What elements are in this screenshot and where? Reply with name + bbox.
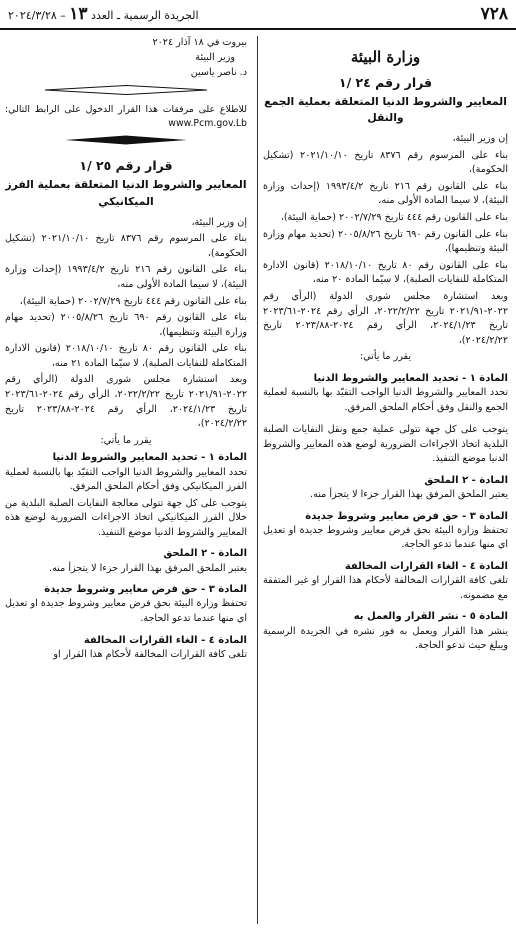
- article-body: يعتبر الملحق المرفق بهذا القرار جزءا لا يتجزأ منه.: [49, 562, 247, 574]
- signature-name: د. ناصر ياسين: [190, 66, 247, 78]
- diamond-rule-icon: [5, 85, 247, 95]
- article-heading: المادة ٥ - نشر القرار والعمل به: [353, 611, 508, 623]
- decides-line: يقرر ما يأتي:: [100, 434, 152, 446]
- preamble-line: إن وزير البيئة،: [191, 216, 247, 228]
- signature-block: [5, 36, 247, 81]
- diamond-rule-icon: [5, 135, 247, 145]
- page-header: [0, 0, 516, 30]
- preamble-line: بناء على القانون رقم ٤٤٤ تاريخ ٢٠٠٢/٧/٢٩ (حماية البيئة)،: [280, 212, 508, 224]
- signature-date: بيروت في ١٨ آذار ٢٠٢٤: [152, 37, 247, 48]
- preamble-line: بناء على القانون رقم ٦٩٠ تاريخ ٢٠٠٥/٨/٢٦ (تحديد مهام وزارة البيئة وتنظيمها)،: [263, 228, 508, 255]
- article-body: تحدد المعايير والشروط الدنيا الواجب التقيّد بها بالنسبة لعملية الفرز الميكانيكي وفق أحكام الملحق المرفق.: [5, 466, 247, 493]
- article-body: يتوجب على كل جهة تتولى معالجة النفايات الصلبة البلدية من خلال الفرز الميكانيكي اتخاذ الاجراءات الضرورية لوضع هذه المعايير والشروط الدنيا موضع التنفيذ.: [5, 497, 247, 538]
- preamble-line: بناء على القانون رقم ٤٤٤ تاريخ ٢٠٠٢/٧/٢٩ (حماية البيئة)،: [19, 295, 247, 307]
- article-heading: المادة ٤ - الغاء القرارات المخالفة: [344, 561, 508, 573]
- article-heading: المادة - ٢ الملحق: [163, 548, 247, 560]
- column-divider: [257, 36, 258, 924]
- page-number: ٧٢٨: [480, 4, 508, 24]
- article-heading: المادة ٤ - الغاء القرارات المخالفة: [83, 634, 247, 646]
- article-body: يتوجب على كل جهة تتولى عملية جمع ونقل النفايات الصلبة البلدية اتخاذ الاجراءات الضرورية لوضع هذه المعايير والشروط الدنيا موضع التنفيذ.: [263, 424, 508, 465]
- article-body: تلغى كافة القرارات المخالفة لأحكام هذا القرار او غير المتفقة مع مضمونه.: [263, 575, 508, 601]
- signature-title: وزير البيئة: [195, 51, 235, 63]
- article-body: تحدد المعايير والشروط الدنيا الواجب التقيّد بها بالنسبة لعملية الجمع والنقل وفق أحكام الملحق المرفق.: [263, 387, 508, 413]
- article-body: يعتبر الملحق المرفق بهذا القرار جزءا لا يتجزأ منه.: [310, 489, 508, 501]
- gazette-name: الجريدة الرسمية ـ العدد: [91, 9, 199, 22]
- diamond-separator: [5, 135, 247, 151]
- decides-line: يقرر ما يأتي:: [359, 351, 412, 363]
- issue-number: ١٣: [69, 4, 88, 24]
- issue-date: – ٢٠٢٤/٣/٢٨: [8, 9, 66, 22]
- article-heading: المادة ٣ - حق فرض معايير وشروط جديدة: [305, 510, 508, 522]
- article-heading: المادة ٣ - حق فرض معايير وشروط جديدة: [44, 584, 247, 596]
- preamble-line: بناء على المرسوم رقم ٨٣٧٦ تاريخ ٢٠٢١/١٠/١٠ (تشكيل الحكومة)،: [263, 149, 508, 176]
- decree-title: المعايير والشروط الدنيا المتعلقة بعملية الفرز الميكانيكي: [5, 178, 247, 208]
- preamble-line: بناء على القانون رقم ٨٠ تاريخ ٢٠١٨/١٠/١٠ (قانون الادارة المتكاملة للنفايات الصلبة)، لا سيّما المادة ٢١ منه،: [5, 343, 247, 369]
- left-column: [5, 36, 247, 928]
- article-body: تلغى كافة القرارات المخالفة لأحكام هذا القرار او: [53, 648, 247, 660]
- preamble-line: وبعد استشارة مجلس شورى الدولة (الرأي رقم ٢٠٢٢-٢٠٢١/٩١ تاريخ ٢٠٢٢/٢/٢٢، الرأي رقم ٢٠٢٤-٢٠٢٣/٦١ تاريخ ٢٠٢٤/١/٢٣، الرأي رقم ٢٠٢٤-٢٠٢٣/٨٨ تاريخ ٢٠٢٤/٢/٢٢)،: [5, 374, 248, 430]
- article-body: تحتفظ وزارة البيئة بحق فرض معايير وشروط جديدة او تعديل اي منها عندما تدعو الحاجة.: [263, 524, 508, 551]
- article-heading: المادة ١ - تحديد المعايير والشروط الدنيا: [52, 452, 247, 464]
- preamble-line: وبعد استشارة مجلس شورى الدولة (الرأي رقم ٢٠٢٢-٢٠٢١/٩١ تاريخ ٢٠٢٢/٢/٢٢، الرأي رقم ٢٠٢٤-٢٠٢٣/٦١ تاريخ ٢٠٢٤/١/٢٣، الرأي رقم ٢٠٢٤-٢٠٢٣/٨٨ تاريخ ٢٠٢٤/٢/٢٢)،: [263, 290, 508, 346]
- decree-title: المعايير والشروط الدنيا المتعلقة بعملية الجمع والنقل: [264, 94, 507, 124]
- right-column: [263, 36, 508, 928]
- gazette-title: [8, 4, 199, 24]
- diamond-separator: [5, 85, 247, 101]
- attachments-note: للاطلاع على مرفقات هذا القرار الدخول على الرابط التالي: www.Pcm.gov.Lb: [5, 104, 247, 130]
- decree-heading: قرار رقم ٢٥ /١: [79, 158, 173, 174]
- preamble-line: بناء على القانون رقم ٢١٦ تاريخ ١٩٩٣/٤/٢ (إحداث وزارة البيئة)، لا سيما المادة الأولى منه،: [5, 264, 247, 291]
- article-body: ينشر هذا القرار ويعمل به فور نشره في الجريدة الرسمية ويبلغ حيث تدعو الحاجة.: [263, 625, 508, 652]
- preamble-line: بناء على القانون رقم ٨٠ تاريخ ٢٠١٨/١٠/١٠ (قانون الادارة المتكاملة للنفايات الصلبة)، لا سيّما المادة ٢٠ منه،: [263, 259, 508, 286]
- article-body: تحتفظ وزارة البيئة بحق فرض معايير وشروط جديدة او تعديل اي منها عندما تدعو الحاجة.: [5, 598, 247, 624]
- ministry-title: وزارة البيئة: [350, 48, 421, 66]
- article-heading: المادة ١ - تحديد المعايير والشروط الدنيا: [313, 372, 508, 384]
- article-heading: المادة - ٢ الملحق: [424, 474, 508, 486]
- preamble-line: بناء على القانون رقم ٦٩٠ تاريخ ٢٠٠٥/٨/٢٦ (تحديد مهام وزارة البيئة وتنظيمها)،: [5, 312, 247, 338]
- preamble-line: إن وزير البيئة،: [452, 133, 508, 145]
- preamble-line: بناء على المرسوم رقم ٨٣٧٦ تاريخ ٢٠٢١/١٠/١٠ (تشكيل الحكومة)،: [5, 233, 247, 259]
- decree-heading: قرار رقم ٢٤ /١: [338, 74, 433, 90]
- preamble-line: بناء على القانون رقم ٢١٦ تاريخ ١٩٩٣/٤/٢ (إحداث وزارة البيئة)، لا سيما المادة الأولى منه،: [263, 180, 508, 207]
